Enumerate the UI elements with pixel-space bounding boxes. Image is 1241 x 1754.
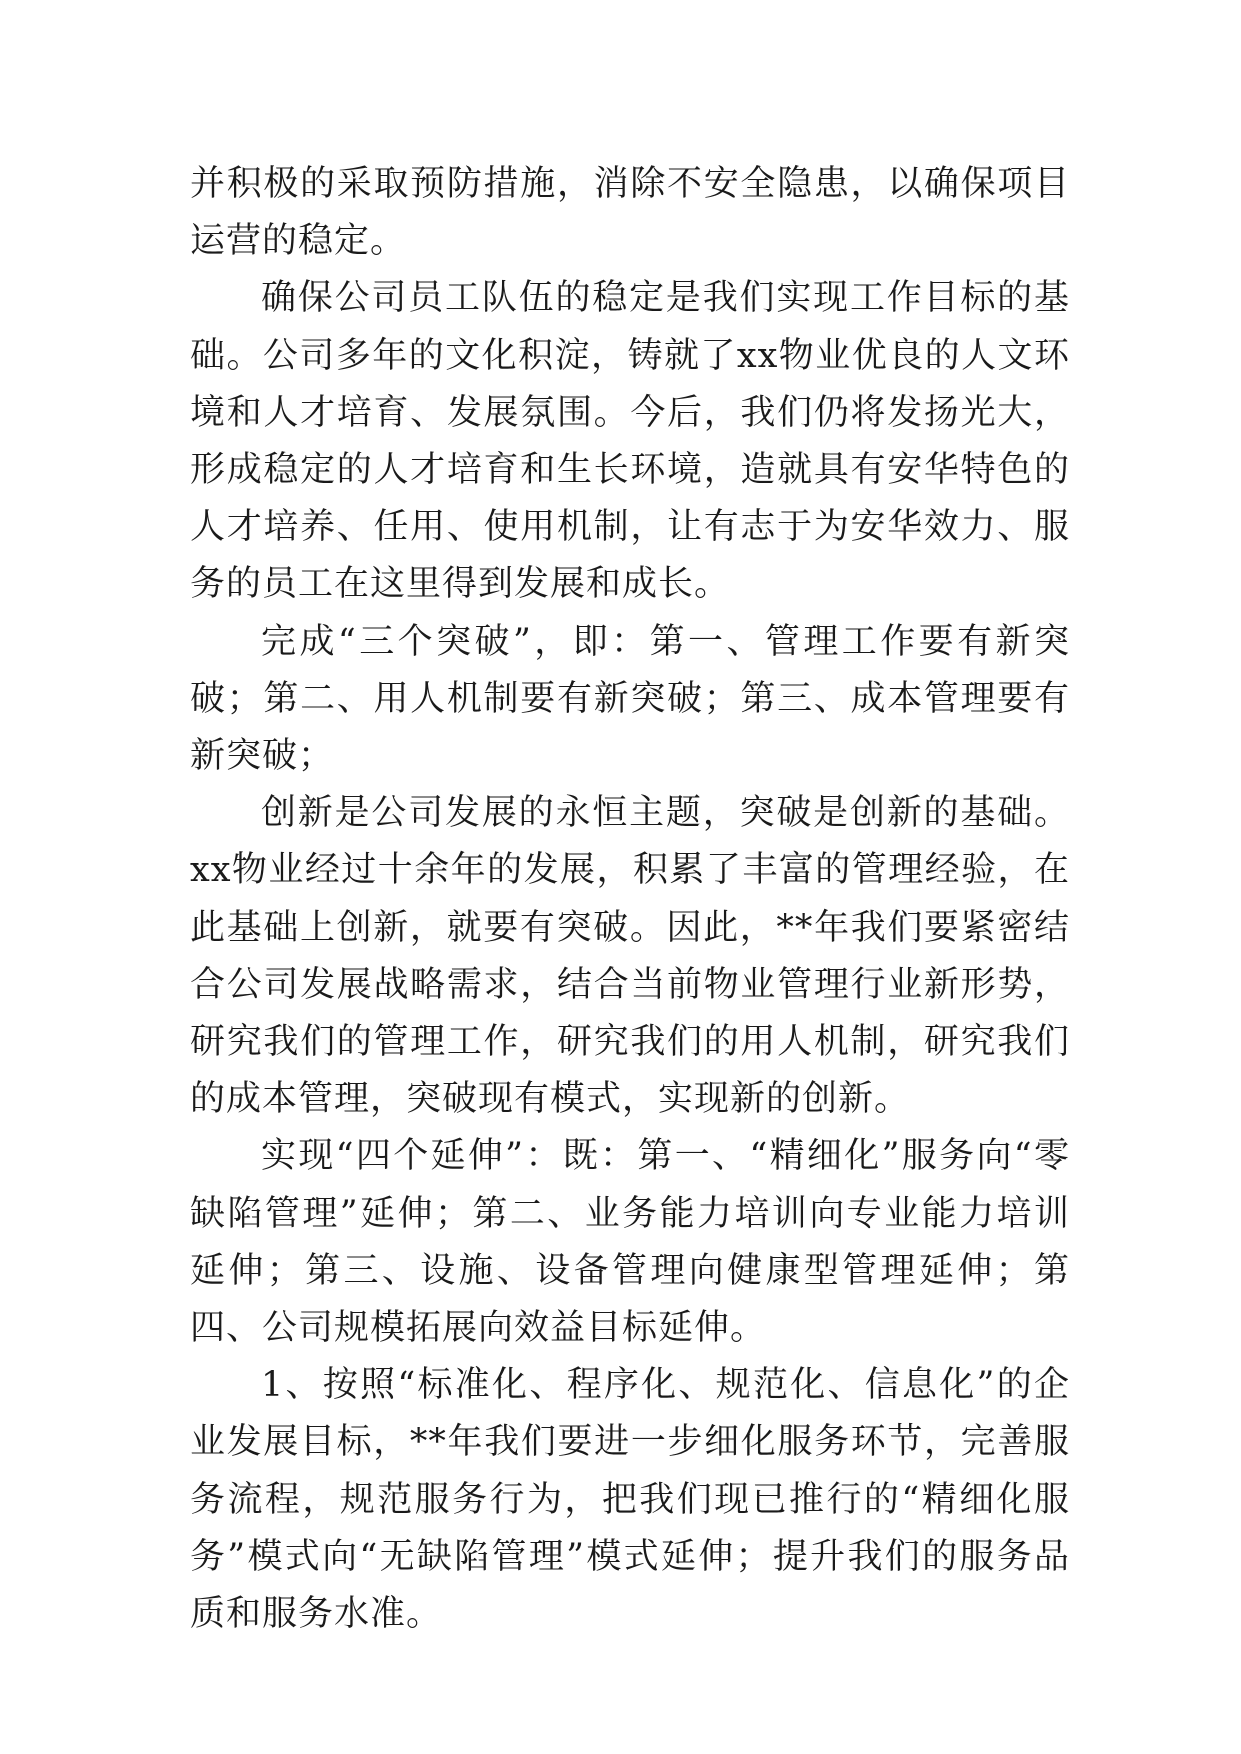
document-body	[190, 156, 1070, 1643]
paragraph-6: 1、按照“标准化、程序化、规范化、信息化”的企业发展目标，**年我们要进一步细化服务环节，完善服务流程，规范服务行为，把我们现已推行的“精细化服务”模式向“无缺陷管理”模式延伸；提升我们的服务品质和服务水准。	[190, 1365, 1070, 1635]
paragraph-1: 并积极的采取预防措施，消除不安全隐患，以确保项目运营的稳定。	[190, 164, 1070, 262]
paragraph-4: 创新是公司发展的永恒主题，突破是创新的基础。xx物业经过十余年的发展，积累了丰富的管理经验，在此基础上创新，就要有突破。因此，**年我们要紧密结合公司发展战略需求，结合当前物业管理行业新形势，研究我们的管理工作，研究我们的用人机制，研究我们的成本管理，突破现有模式，实现新的创新。	[190, 793, 1070, 1120]
paragraph-2: 确保公司员工队伍的稳定是我们实现工作目标的基础。公司多年的文化积淀，铸就了xx物业优良的人文环境和人才培育、发展氛围。今后，我们仍将发扬光大，形成稳定的人才培育和生长环境，造就具有安华特色的人才培养、任用、使用机制，让有志于为安华效力、服务的员工在这里得到发展和成长。	[190, 278, 1070, 605]
paragraph-5: 实现“四个延伸”：既：第一、“精细化”服务向“零缺陷管理”延伸；第二、业务能力培训向专业能力培训延伸；第三、设施、设备管理向健康型管理延伸；第四、公司规模拓展向效益目标延伸。	[190, 1136, 1070, 1349]
paragraph-3: 完成“三个突破”，即：第一、管理工作要有新突破；第二、用人机制要有新突破；第三、成本管理要有新突破；	[190, 621, 1070, 777]
